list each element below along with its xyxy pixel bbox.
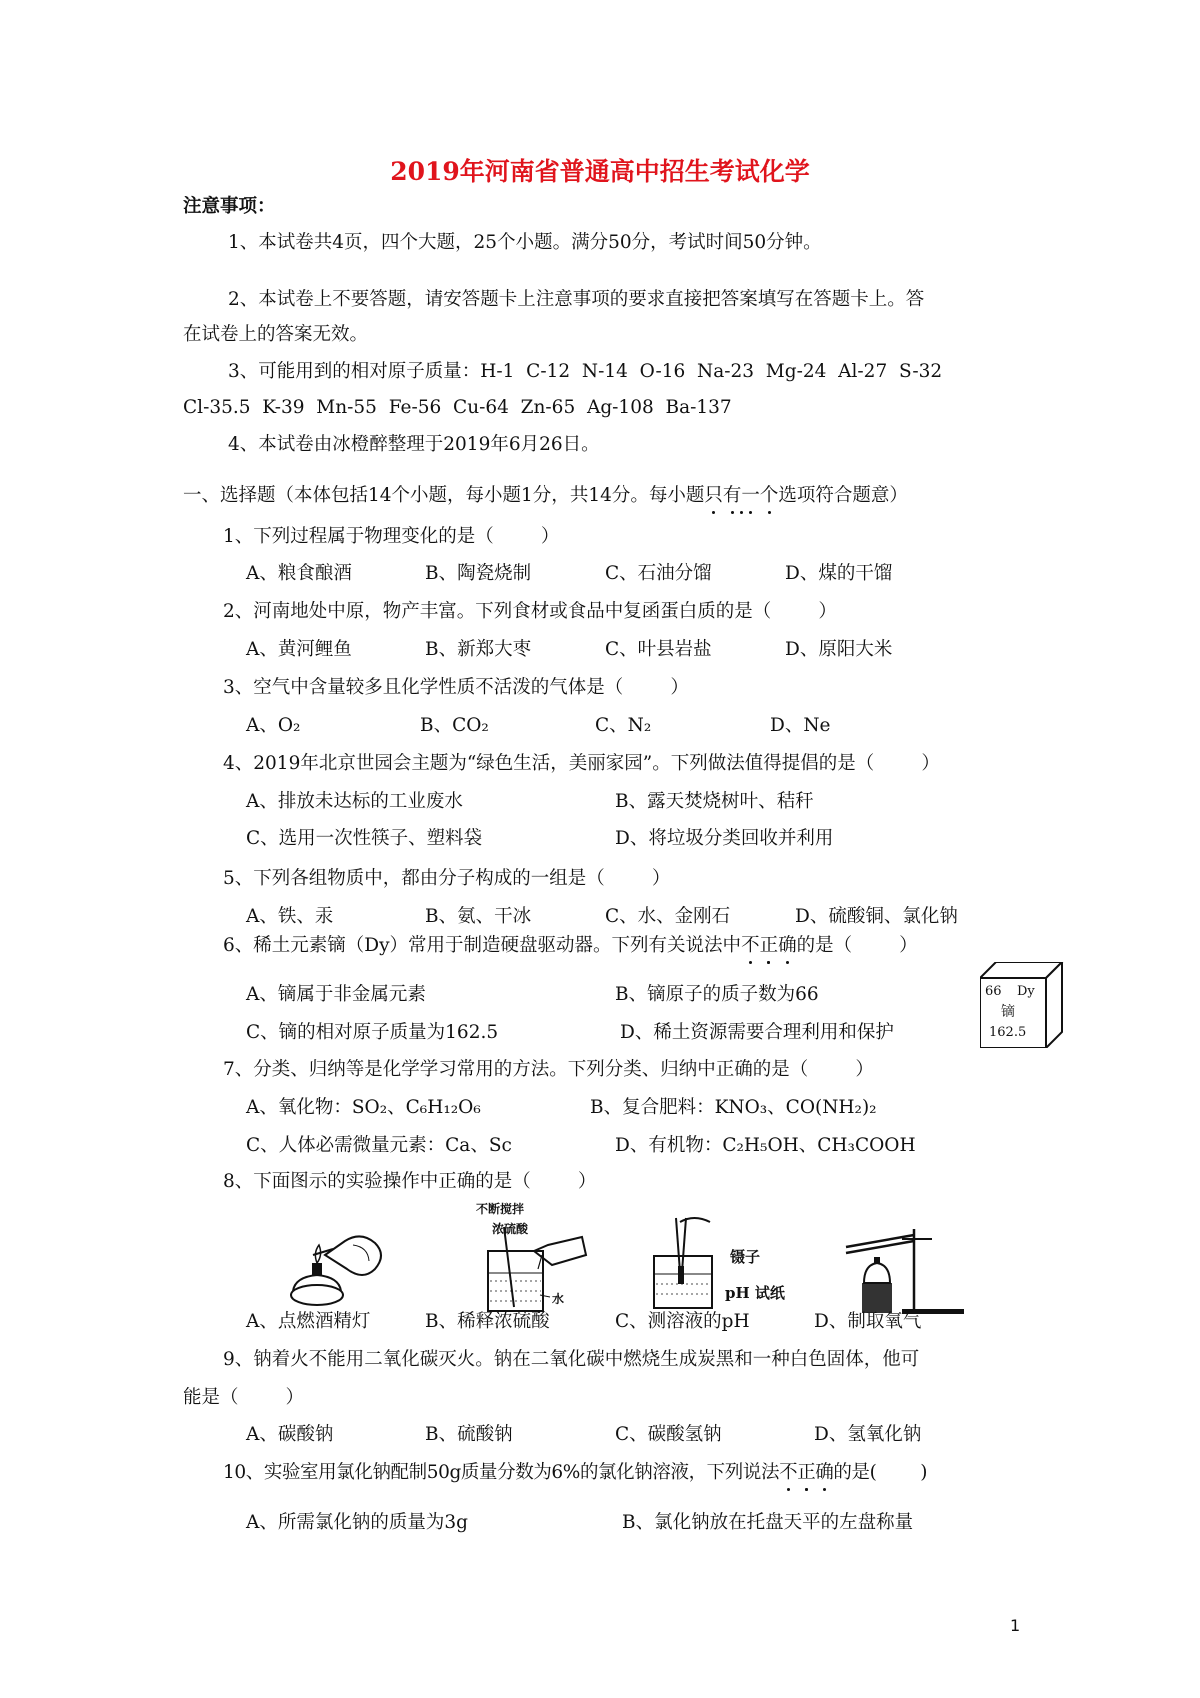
q9-option-d: D、氢氧化钠 [814, 1424, 922, 1445]
q9-option-a: A、碳酸钠 [246, 1424, 334, 1445]
q10-option-b: B、氯化钠放在托盘天平的左盘称量 [622, 1512, 914, 1533]
q6-option-d: D、稀土资源需要合理利用和保护 [620, 1022, 894, 1043]
figure-b-label-stir: 不断搅拌 [476, 1202, 525, 1216]
q6-stem-end: 的是（ ） [796, 935, 918, 956]
note-3-line2: Cl-35.5 K-39 Mn-55 Fe-56 Cu-64 Zn-65 Ag-108 Ba-137 [183, 397, 732, 418]
q4-option-d: D、将垃圾分类回收并利用 [615, 828, 834, 849]
element-number: 66 [985, 984, 1002, 999]
q10-stem-text: 10、实验室用氯化钠配制50g质量分数为6%的氯化钠溶液，下列说法 [223, 1462, 780, 1483]
q7-stem: 7、分类、归纳等是化学学习常用的方法。下列分类、归纳中正确的是（ ） [223, 1059, 874, 1080]
q6-stem [223, 934, 918, 958]
q9-stem-line1: 9、钠着火不能用二氧化碳灭火。钠在二氧化碳中燃烧生成炭黑和一种白色固体，他可 [223, 1349, 920, 1370]
figure-alcohol-lamp [283, 1225, 393, 1315]
q6-emphasis [741, 935, 797, 956]
q10-emphasis [779, 1462, 833, 1483]
q9-stem-line2: 能是（ ） [183, 1387, 305, 1408]
q4-stem: 4、2019年北京世园会主题为“绿色生活，美丽家园”。下列做法值得提倡的是（ ） [223, 753, 940, 774]
q7-option-b: B、复合肥料：KNO₃、CO(NH₂)₂ [590, 1097, 877, 1118]
note-4: 4、本试卷由冰橙醉整理于2019年6月26日。 [228, 434, 600, 455]
q1-stem: 1、下列过程属于物理变化的是（ ） [223, 526, 560, 547]
note-3-line1: 3、可能用到的相对原子质量：H-1 C-12 N-14 O-16 Na-23 Mg-24 Al-27 S-32 [228, 361, 943, 382]
emphasis-text: 不正确 [779, 1462, 834, 1483]
q6-option-a: A、镝属于非金属元素 [246, 984, 426, 1005]
page-number: 1 [1010, 1616, 1021, 1635]
q2-option-d: D、原阳大米 [785, 639, 893, 660]
q5-option-d: D、硫酸铜、氯化钠 [795, 906, 958, 927]
q3-option-a: A、O₂ [246, 715, 301, 736]
q4-option-c: C、选用一次性筷子、塑料袋 [246, 828, 483, 849]
element-symbol: Dy [1017, 984, 1035, 999]
q8-option-c: C、测溶液的pH [615, 1311, 750, 1332]
figure-b-label-water: 水 [552, 1292, 565, 1306]
figure-c-label-ph-paper: pH 试纸 [725, 1284, 785, 1302]
q7-option-c: C、人体必需微量元素：Ca、Sc [246, 1135, 512, 1156]
section-1-text: 一、选择题（本体包括14个小题，每小题1分，共14分。每小题 [183, 485, 705, 506]
note-2-line2: 在试卷上的答案无效。 [183, 324, 369, 345]
figure-make-oxygen [842, 1225, 972, 1315]
q4-option-b: B、露天焚烧树叶、秸秆 [615, 791, 814, 812]
q10-stem [223, 1461, 927, 1485]
note-1: 1、本试卷共4页，四个大题，25个小题。满分50分，考试时间50分钟。 [228, 232, 822, 253]
q2-option-c: C、叶县岩盐 [605, 639, 712, 660]
element-card-dy [980, 962, 1066, 1048]
q10-stem-end: 的是( ) [833, 1462, 928, 1483]
q3-option-b: B、CO₂ [420, 715, 489, 736]
q8-option-b: B、稀释浓硫酸 [425, 1311, 550, 1332]
q1-option-d: D、煤的干馏 [785, 563, 893, 584]
q5-option-a: A、铁、汞 [246, 906, 334, 927]
q4-option-a: A、排放未达标的工业废水 [246, 791, 463, 812]
figure-c-label-tweezers: 镊子 [730, 1248, 761, 1266]
q1-option-c: C、石油分馏 [605, 563, 712, 584]
q3-option-c: C、N₂ [595, 715, 652, 736]
q1-option-a: A、粮食酿酒 [246, 563, 352, 584]
q2-option-a: A、黄河鲤鱼 [246, 639, 352, 660]
q1-option-b: B、陶瓷烧制 [425, 563, 532, 584]
section-1-heading [183, 484, 908, 508]
q6-option-b: B、镝原子的质子数为66 [615, 984, 819, 1005]
q5-option-c: C、水、金刚石 [605, 906, 731, 927]
q9-option-b: B、硫酸钠 [425, 1424, 513, 1445]
q8-option-d: D、制取氧气 [814, 1311, 922, 1332]
q8-option-a: A、点燃酒精灯 [246, 1311, 371, 1332]
q2-option-b: B、新郑大枣 [425, 639, 532, 660]
figure-b-label-acid: 浓硫酸 [492, 1222, 529, 1236]
q2-stem: 2、河南地处中原，物产丰富。下列食材或食品中复函蛋白质的是（ ） [223, 601, 837, 622]
q3-stem: 3、空气中含量较多且化学性质不活泼的气体是（ ） [223, 677, 689, 698]
emphasis-text: 不正确 [741, 935, 797, 956]
q5-stem: 5、下列各组物质中，都由分子构成的一组是（ ） [223, 868, 671, 889]
page-title: 2019年河南省普通高中招生考试化学 [390, 157, 810, 186]
q3-option-d: D、Ne [770, 715, 831, 736]
q7-option-a: A、氧化物：SO₂、C₆H₁₂O₆ [246, 1097, 481, 1118]
note-2-line1: 2、本试卷上不要答题，请安答题卡上注意事项的要求直接把答案填写在答题卡上。答 [228, 289, 925, 310]
element-mass: 162.5 [989, 1025, 1027, 1040]
q9-option-c: C、碳酸氢钠 [615, 1424, 722, 1445]
section-1-emphasis [704, 485, 778, 506]
element-name: 镝 [1001, 1004, 1015, 1020]
q6-stem-text: 6、稀土元素镝（Dy）常用于制造硬盘驱动器。下列有关说法中 [223, 935, 742, 956]
q7-option-d: D、有机物：C₂H₅OH、CH₃COOH [615, 1135, 916, 1156]
emphasis-text: 只有一个 [704, 485, 779, 506]
q6-option-c: C、镝的相对原子质量为162.5 [246, 1022, 499, 1043]
q5-option-b: B、氨、干冰 [425, 906, 532, 927]
notes-heading: 注意事项： [183, 196, 276, 217]
q10-option-a: A、所需氯化钠的质量为3g [246, 1512, 468, 1533]
q8-stem: 8、下面图示的实验操作中正确的是（ ） [223, 1171, 597, 1192]
section-1-text-end: 选项符合题意） [778, 485, 908, 506]
figure-measure-ph [650, 1212, 720, 1312]
